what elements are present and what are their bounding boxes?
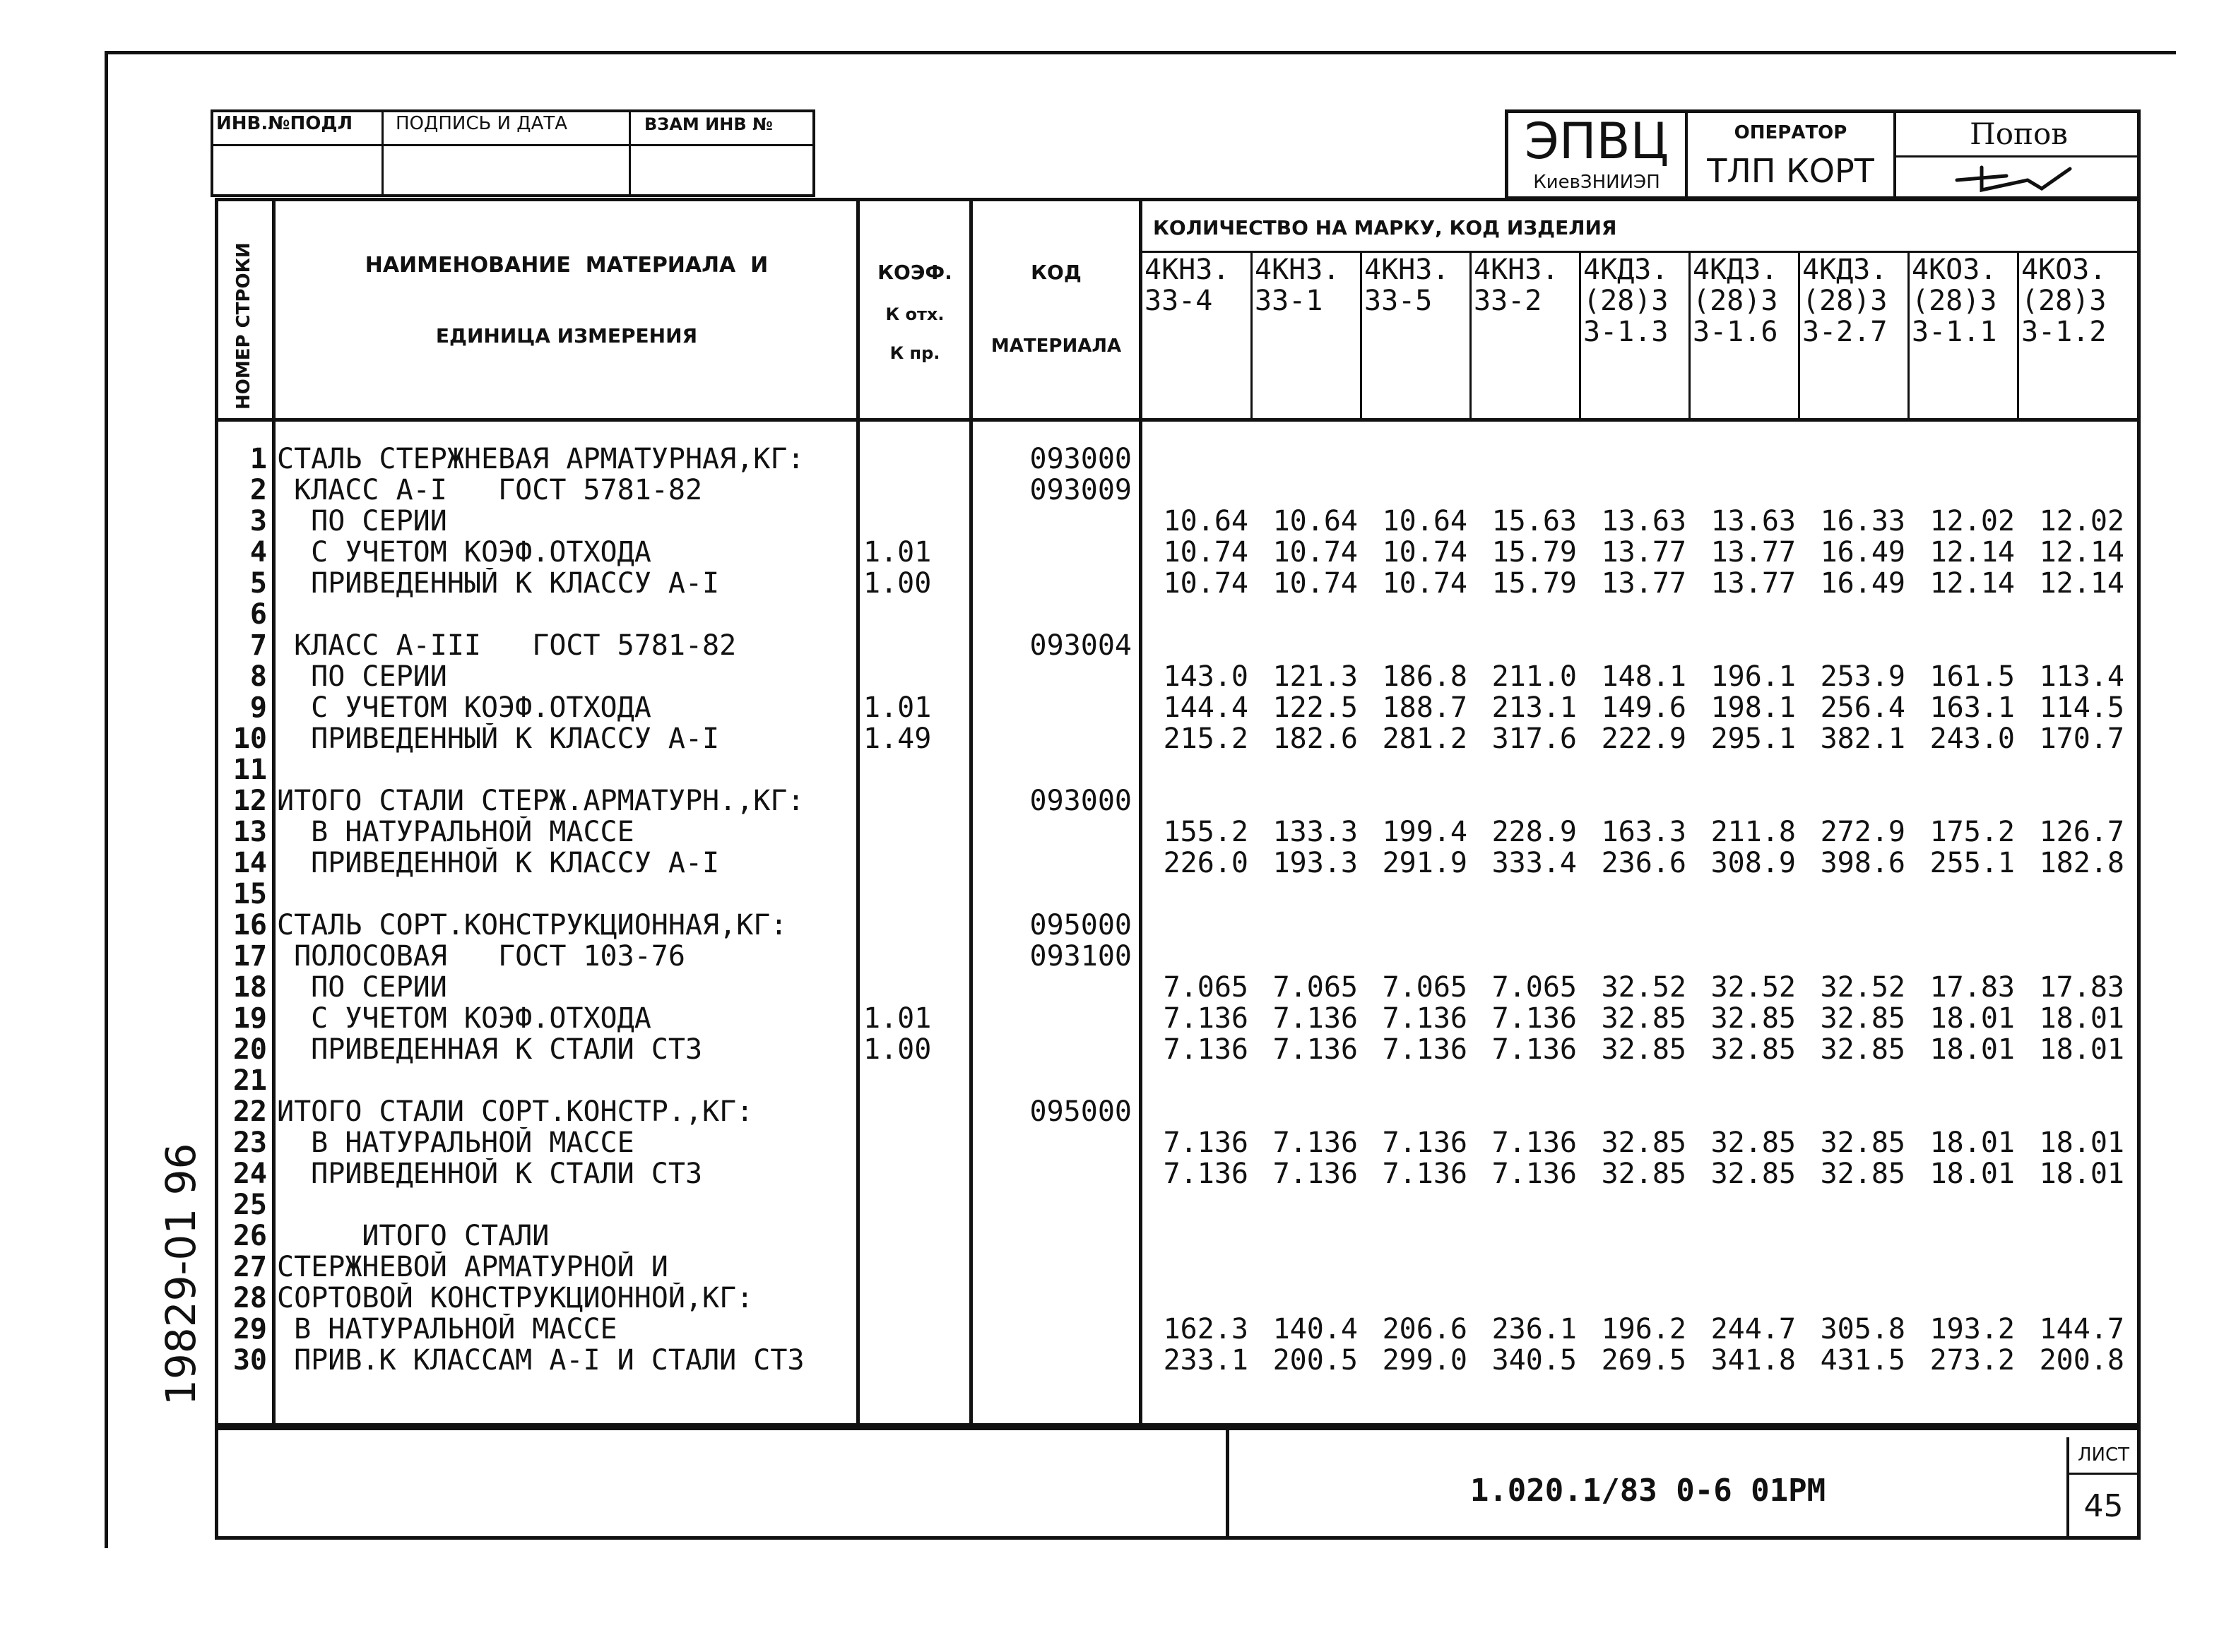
material-name: ПРИВЕДЕННОЙ К КЛАССУ А-I	[277, 848, 720, 879]
row-number: 22	[232, 1095, 267, 1128]
quantity-cell: 341.8	[1710, 1344, 1796, 1377]
table-row	[0, 568, 2190, 599]
quantity-cell: 16.33	[1820, 505, 1905, 537]
quantity-cell: 18.01	[1929, 1158, 2015, 1190]
quantity-cell: 198.1	[1710, 691, 1796, 724]
quantity-cell: 10.74	[1163, 536, 1248, 569]
signature-icon	[1943, 159, 2084, 197]
quantity-cell: 16.49	[1820, 536, 1905, 569]
quantity-cell: 200.8	[2039, 1344, 2124, 1377]
coefficient: 1.01	[863, 536, 932, 569]
quantity-cell: 32.85	[1820, 1002, 1905, 1035]
table-row	[0, 692, 2190, 723]
row-number: 12	[232, 785, 267, 817]
stamp-operator-value: ТЛП КОРТ	[1707, 152, 1874, 190]
table-row	[0, 848, 2190, 879]
quantity-cell: 7.136	[1272, 1002, 1358, 1035]
table-row	[0, 661, 2190, 692]
row-number: 16	[232, 909, 267, 941]
row-number: 2	[249, 474, 267, 506]
quantity-cell: 13.77	[1601, 567, 1686, 600]
quantity-cell: 7.136	[1163, 1127, 1248, 1159]
v-line-q5	[1688, 251, 1691, 420]
header-code-line2: МАТЕРИАЛА	[990, 335, 1122, 357]
stamp-vzam-inv: ВЗАМ ИНВ №	[644, 114, 773, 134]
quantity-cell: 32.85	[1601, 1033, 1686, 1066]
stamp-right-divider-v1	[1685, 109, 1688, 200]
material-name: ПРИВ.К КЛАССАМ А-I И СТАЛИ СТЗ	[277, 1345, 805, 1376]
table-row	[0, 972, 2190, 1003]
quantity-cell: 121.3	[1272, 660, 1358, 693]
quantity-cell: 15.79	[1491, 567, 1577, 600]
material-code: 093004	[1029, 629, 1132, 662]
material-code: 093000	[1029, 443, 1132, 475]
quantity-cell: 32.52	[1820, 971, 1905, 1004]
quantity-cell: 13.63	[1710, 505, 1796, 537]
quantity-cell: 144.7	[2039, 1313, 2124, 1345]
quantity-cell: 161.5	[1929, 660, 2015, 693]
footer-doc-code: 1.020.1/83 0-6 01PM	[1469, 1472, 1826, 1509]
v-line-q8	[2017, 251, 2019, 420]
quantity-cell: 10.64	[1382, 505, 1467, 537]
row-number: 5	[249, 567, 267, 600]
quantity-cell: 7.136	[1163, 1002, 1248, 1035]
quantity-cell: 163.3	[1601, 816, 1686, 848]
material-code: 093009	[1029, 474, 1132, 506]
material-name: В НАТУРАЛЬНОЙ МАССЕ	[277, 1127, 634, 1158]
quantity-cell: 7.136	[1382, 1002, 1467, 1035]
row-number: 23	[232, 1127, 267, 1159]
quantity-cell: 308.9	[1710, 847, 1796, 879]
quantity-cell: 299.0	[1382, 1344, 1467, 1377]
quantity-cell: 32.85	[1710, 1033, 1796, 1066]
row-number: 14	[232, 847, 267, 879]
header-row-number: НОМЕР СТРОКИ	[233, 242, 254, 410]
stamp-org-big: ЭПВЦ	[1525, 112, 1669, 170]
table-row	[0, 1096, 2190, 1127]
quantity-cell: 200.5	[1272, 1344, 1358, 1377]
column-header: 4КДЗ. (28)3 3-1.3	[1583, 254, 1669, 348]
v-line-q4	[1579, 251, 1581, 420]
margin-note: 19829-01 96	[157, 1143, 205, 1406]
table-row	[0, 475, 2190, 506]
row-number: 11	[232, 754, 267, 786]
row-number: 7	[249, 629, 267, 662]
row-number: 17	[232, 940, 267, 973]
material-name: СТАЛЬ СОРТ.КОНСТРУКЦИОННАЯ,КГ:	[277, 910, 788, 941]
footer-sheet-number: 45	[2083, 1488, 2124, 1524]
table-row	[0, 1127, 2190, 1158]
footer-sheet-label: ЛИСТ	[2077, 1444, 2130, 1466]
quantity-cell: 32.85	[1820, 1127, 1905, 1159]
quantity-cell: 317.6	[1491, 723, 1577, 755]
coefficient: 1.00	[863, 1033, 932, 1066]
quantity-cell: 7.136	[1272, 1033, 1358, 1066]
table-row	[0, 630, 2190, 661]
quantity-cell: 256.4	[1820, 691, 1905, 724]
quantity-cell: 16.49	[1820, 567, 1905, 600]
column-header: 4КНЗ. 33-1	[1255, 254, 1340, 317]
material-name: ПРИВЕДЕННАЯ К СТАЛИ СТЗ	[277, 1034, 703, 1065]
quantity-cell: 32.85	[1601, 1158, 1686, 1190]
row-number: 3	[249, 505, 267, 537]
h-line-footer-top	[215, 1427, 2141, 1430]
material-name: ПО СЕРИИ	[277, 506, 447, 537]
quantity-cell: 211.8	[1710, 816, 1796, 848]
table-row	[0, 816, 2190, 848]
quantity-cell: 398.6	[1820, 847, 1905, 879]
row-number: 15	[232, 878, 267, 910]
row-number: 29	[232, 1313, 267, 1345]
quantity-cell: 281.2	[1382, 723, 1467, 755]
header-quantity-title: КОЛИЧЕСТВО НА МАРКУ, КОД ИЗДЕЛИЯ	[1153, 216, 1617, 239]
column-header: 4КОЗ. (28)3 3-1.2	[2021, 254, 2107, 348]
quantity-cell: 7.136	[1272, 1158, 1358, 1190]
quantity-cell: 32.85	[1820, 1158, 1905, 1190]
row-number: 28	[232, 1282, 267, 1314]
quantity-cell: 18.01	[1929, 1127, 2015, 1159]
quantity-cell: 193.3	[1272, 847, 1358, 879]
quantity-cell: 272.9	[1820, 816, 1905, 848]
header-coef-line2: К отх.	[885, 304, 945, 324]
quantity-cell: 17.83	[2039, 971, 2124, 1004]
quantity-cell: 7.136	[1163, 1033, 1248, 1066]
quantity-cell: 10.74	[1272, 567, 1358, 600]
quantity-cell: 291.9	[1382, 847, 1467, 879]
quantity-cell: 12.02	[1929, 505, 2015, 537]
material-name: ПОЛОСОВАЯ ГОСТ 103-76	[277, 941, 685, 972]
quantity-cell: 13.77	[1710, 567, 1796, 600]
v-line-footer-left	[215, 1427, 218, 1540]
quantity-cell: 122.5	[1272, 691, 1358, 724]
quantity-cell: 18.01	[2039, 1127, 2124, 1159]
v-line-q7	[1907, 251, 1910, 420]
stamp-left-divider-h	[211, 144, 815, 146]
column-header: 4КДЗ. (28)3 3-2.7	[1802, 254, 1888, 348]
quantity-cell: 175.2	[1929, 816, 2015, 848]
quantity-cell: 144.4	[1163, 691, 1248, 724]
quantity-cell: 243.0	[1929, 723, 2015, 755]
stamp-left-divider-v1	[381, 109, 384, 197]
quantity-cell: 32.85	[1601, 1127, 1686, 1159]
v-line-q3	[1469, 251, 1472, 420]
quantity-cell: 7.065	[1272, 971, 1358, 1004]
quantity-cell: 18.01	[2039, 1033, 2124, 1066]
quantity-cell: 7.136	[1272, 1127, 1358, 1159]
row-number: 1	[249, 443, 267, 475]
quantity-cell: 295.1	[1710, 723, 1796, 755]
quantity-cell: 244.7	[1710, 1313, 1796, 1345]
material-name: СТАЛЬ СТЕРЖНЕВАЯ АРМАТУРНАЯ,КГ:	[277, 444, 805, 475]
quantity-cell: 196.1	[1710, 660, 1796, 693]
quantity-cell: 269.5	[1601, 1344, 1686, 1377]
material-name: С УЧЕТОМ КОЭФ.ОТХОДА	[277, 1003, 651, 1034]
quantity-cell: 13.77	[1710, 536, 1796, 569]
quantity-cell: 15.79	[1491, 536, 1577, 569]
table-row	[0, 1252, 2190, 1283]
table-row	[0, 1220, 2190, 1252]
quantity-cell: 12.14	[1929, 567, 2015, 600]
table-row	[0, 941, 2190, 972]
table-row	[0, 754, 2190, 785]
column-header: 4КНЗ. 33-4	[1144, 254, 1230, 317]
table-row	[0, 537, 2190, 568]
quantity-cell: 7.136	[1491, 1002, 1577, 1035]
row-number: 9	[249, 691, 267, 724]
quantity-cell: 206.6	[1382, 1313, 1467, 1345]
column-header: 4КОЗ. (28)3 3-1.1	[1912, 254, 1997, 348]
quantity-cell: 12.14	[2039, 567, 2124, 600]
header-material-line2: ЕДИНИЦА ИЗМЕРЕНИЯ	[435, 323, 698, 347]
stamp-org-small: КиевЗНИИЭП	[1533, 172, 1660, 193]
quantity-cell: 226.0	[1163, 847, 1248, 879]
table-row	[0, 1034, 2190, 1065]
quantity-cell: 182.8	[2039, 847, 2124, 879]
quantity-cell: 188.7	[1382, 691, 1467, 724]
column-header: 4КНЗ. 33-2	[1474, 254, 1559, 317]
quantity-cell: 12.14	[2039, 536, 2124, 569]
material-name: ПРИВЕДЕННЫЙ К КЛАССУ А-I	[277, 568, 720, 599]
quantity-cell: 32.85	[1710, 1002, 1796, 1035]
quantity-cell: 149.6	[1601, 691, 1686, 724]
row-number: 24	[232, 1158, 267, 1190]
quantity-cell: 7.136	[1491, 1158, 1577, 1190]
material-code: 093000	[1029, 785, 1132, 817]
row-number: 30	[232, 1344, 267, 1377]
quantity-cell: 196.2	[1601, 1313, 1686, 1345]
stamp-name-signature: Попов	[1970, 116, 2068, 151]
quantity-cell: 32.85	[1820, 1033, 1905, 1066]
table-row	[0, 1158, 2190, 1189]
v-line-q6	[1798, 251, 1800, 420]
quantity-cell: 114.5	[2039, 691, 2124, 724]
quantity-cell: 233.1	[1163, 1344, 1248, 1377]
quantity-cell: 253.9	[1820, 660, 1905, 693]
quantity-cell: 340.5	[1491, 1344, 1577, 1377]
v-line-footer-right	[2137, 1427, 2141, 1540]
quantity-cell: 333.4	[1491, 847, 1577, 879]
quantity-cell: 255.1	[1929, 847, 2015, 879]
material-name: ИТОГО СТАЛИ СОРТ.КОНСТР.,КГ:	[277, 1096, 754, 1127]
quantity-cell: 7.065	[1382, 971, 1467, 1004]
quantity-cell: 32.85	[1710, 1127, 1796, 1159]
quantity-cell: 182.6	[1272, 723, 1358, 755]
quantity-cell: 7.065	[1491, 971, 1577, 1004]
quantity-cell: 7.136	[1382, 1033, 1467, 1066]
quantity-cell: 10.74	[1382, 567, 1467, 600]
material-name: КЛАСС А-I ГОСТ 5781-82	[277, 475, 703, 506]
coefficient: 1.00	[863, 567, 932, 600]
quantity-cell: 215.2	[1163, 723, 1248, 755]
quantity-cell: 143.0	[1163, 660, 1248, 693]
quantity-cell: 10.64	[1163, 505, 1248, 537]
header-coef-line3: К пр.	[889, 343, 940, 363]
quantity-cell: 32.85	[1710, 1158, 1796, 1190]
material-code: 093100	[1029, 940, 1132, 973]
quantity-cell: 199.4	[1382, 816, 1467, 848]
quantity-cell: 186.8	[1382, 660, 1467, 693]
quantity-cell: 18.01	[2039, 1002, 2124, 1035]
outer-frame-top	[105, 51, 2176, 54]
quantity-cell: 32.52	[1601, 971, 1686, 1004]
material-name: ПО СЕРИИ	[277, 661, 447, 692]
row-number: 25	[232, 1189, 267, 1221]
quantity-cell: 18.01	[2039, 1158, 2124, 1190]
quantity-cell: 7.136	[1491, 1033, 1577, 1066]
v-line-q1	[1250, 251, 1253, 420]
quantity-cell: 10.74	[1382, 536, 1467, 569]
material-name: С УЧЕТОМ КОЭФ.ОТХОДА	[277, 537, 651, 568]
table-row	[0, 444, 2190, 475]
quantity-cell: 113.4	[2039, 660, 2124, 693]
quantity-cell: 17.83	[1929, 971, 2015, 1004]
row-number: 19	[232, 1002, 267, 1035]
table-row	[0, 506, 2190, 537]
row-number: 20	[232, 1033, 267, 1066]
quantity-cell: 382.1	[1820, 723, 1905, 755]
row-number: 4	[249, 536, 267, 569]
table-row	[0, 879, 2190, 910]
h-line-header-bottom	[215, 418, 2141, 422]
stamp-right-divider-h	[1893, 155, 2141, 158]
quantity-cell: 431.5	[1820, 1344, 1905, 1377]
row-number: 10	[232, 723, 267, 755]
stamp-inv-podl: ИНВ.№ПОДЛ	[216, 113, 353, 134]
quantity-cell: 7.136	[1382, 1127, 1467, 1159]
quantity-cell: 13.77	[1601, 536, 1686, 569]
quantity-cell: 163.1	[1929, 691, 2015, 724]
table-row	[0, 1003, 2190, 1034]
row-number: 27	[232, 1251, 267, 1283]
row-number: 21	[232, 1064, 267, 1097]
quantity-cell: 162.3	[1163, 1313, 1248, 1345]
row-number: 18	[232, 971, 267, 1004]
quantity-cell: 10.74	[1163, 567, 1248, 600]
table-row	[0, 1345, 2190, 1376]
quantity-cell: 18.01	[1929, 1002, 2015, 1035]
material-name: ИТОГО СТАЛИ	[277, 1220, 550, 1252]
header-code-line1: КОД	[1031, 260, 1082, 284]
table-row	[0, 1189, 2190, 1220]
coefficient: 1.01	[863, 1002, 932, 1035]
header-material-line1: НАИМЕНОВАНИЕ МАТЕРИАЛА И	[365, 252, 769, 278]
material-name: ПРИВЕДЕННЫЙ К КЛАССУ А-I	[277, 723, 720, 754]
table-row	[0, 785, 2190, 816]
row-number: 6	[249, 598, 267, 631]
column-header: 4КДЗ. (28)3 3-1.6	[1693, 254, 1778, 348]
quantity-cell: 15.63	[1491, 505, 1577, 537]
coefficient: 1.01	[863, 691, 932, 724]
quantity-cell: 148.1	[1601, 660, 1686, 693]
quantity-cell: 155.2	[1163, 816, 1248, 848]
v-line-sheet	[2066, 1437, 2069, 1540]
quantity-cell: 7.136	[1382, 1158, 1467, 1190]
quantity-cell: 7.136	[1491, 1127, 1577, 1159]
v-line-footer-middle	[1226, 1427, 1229, 1540]
table-row	[0, 599, 2190, 630]
quantity-cell: 213.1	[1491, 691, 1577, 724]
material-name: КЛАСС А-III ГОСТ 5781-82	[277, 630, 737, 661]
quantity-cell: 236.6	[1601, 847, 1686, 879]
stamp-right-divider-v2	[1893, 109, 1896, 200]
stamp-operator-label: ОПЕРАТОР	[1734, 122, 1847, 143]
material-name: С УЧЕТОМ КОЭФ.ОТХОДА	[277, 692, 651, 723]
table-row	[0, 723, 2190, 754]
h-line-footer-bottom	[215, 1536, 2141, 1540]
h-line-quantity-title	[1139, 251, 2141, 253]
quantity-cell: 12.02	[2039, 505, 2124, 537]
quantity-cell: 273.2	[1929, 1344, 2015, 1377]
quantity-cell: 7.065	[1163, 971, 1248, 1004]
v-line-q2	[1360, 251, 1362, 420]
material-name: СТЕРЖНЕВОЙ АРМАТУРНОЙ И	[277, 1252, 668, 1283]
quantity-cell: 193.2	[1929, 1313, 2015, 1345]
table-row	[0, 1314, 2190, 1345]
quantity-cell: 222.9	[1601, 723, 1686, 755]
quantity-cell: 12.14	[1929, 536, 2015, 569]
quantity-cell: 18.01	[1929, 1033, 2015, 1066]
row-number: 13	[232, 816, 267, 848]
quantity-cell: 133.3	[1272, 816, 1358, 848]
material-name: ПРИВЕДЕННОЙ К СТАЛИ СТЗ	[277, 1158, 703, 1189]
stamp-left-divider-v2	[629, 109, 631, 197]
row-number: 8	[249, 660, 267, 693]
header-coef-line1: КОЭФ.	[877, 260, 952, 284]
material-name: В НАТУРАЛЬНОЙ МАССЕ	[277, 1314, 617, 1345]
material-name: В НАТУРАЛЬНОЙ МАССЕ	[277, 816, 634, 848]
quantity-cell: 170.7	[2039, 723, 2124, 755]
quantity-cell: 126.7	[2039, 816, 2124, 848]
material-name: ПО СЕРИИ	[277, 972, 447, 1003]
column-header: 4КНЗ. 33-5	[1364, 254, 1450, 317]
quantity-cell: 7.136	[1163, 1158, 1248, 1190]
quantity-cell: 10.74	[1272, 536, 1358, 569]
quantity-cell: 32.85	[1601, 1002, 1686, 1035]
h-line-sheet	[2066, 1473, 2137, 1475]
quantity-cell: 211.0	[1491, 660, 1577, 693]
quantity-cell: 10.64	[1272, 505, 1358, 537]
material-code: 095000	[1029, 909, 1132, 941]
quantity-cell: 305.8	[1820, 1313, 1905, 1345]
quantity-cell: 13.63	[1601, 505, 1686, 537]
material-code: 095000	[1029, 1095, 1132, 1128]
table-row	[0, 1283, 2190, 1314]
material-name: СОРТОВОЙ КОНСТРУКЦИОННОЙ,КГ:	[277, 1283, 754, 1314]
quantity-cell: 32.52	[1710, 971, 1796, 1004]
table-row	[0, 910, 2190, 941]
table-row	[0, 1065, 2190, 1096]
coefficient: 1.49	[863, 723, 932, 755]
quantity-cell: 236.1	[1491, 1313, 1577, 1345]
material-name: ИТОГО СТАЛИ СТЕРЖ.АРМАТУРН.,КГ:	[277, 785, 805, 816]
row-number: 26	[232, 1220, 267, 1252]
quantity-cell: 228.9	[1491, 816, 1577, 848]
stamp-podpis-data: ПОДПИСЬ И ДАТА	[396, 113, 568, 134]
quantity-cell: 140.4	[1272, 1313, 1358, 1345]
